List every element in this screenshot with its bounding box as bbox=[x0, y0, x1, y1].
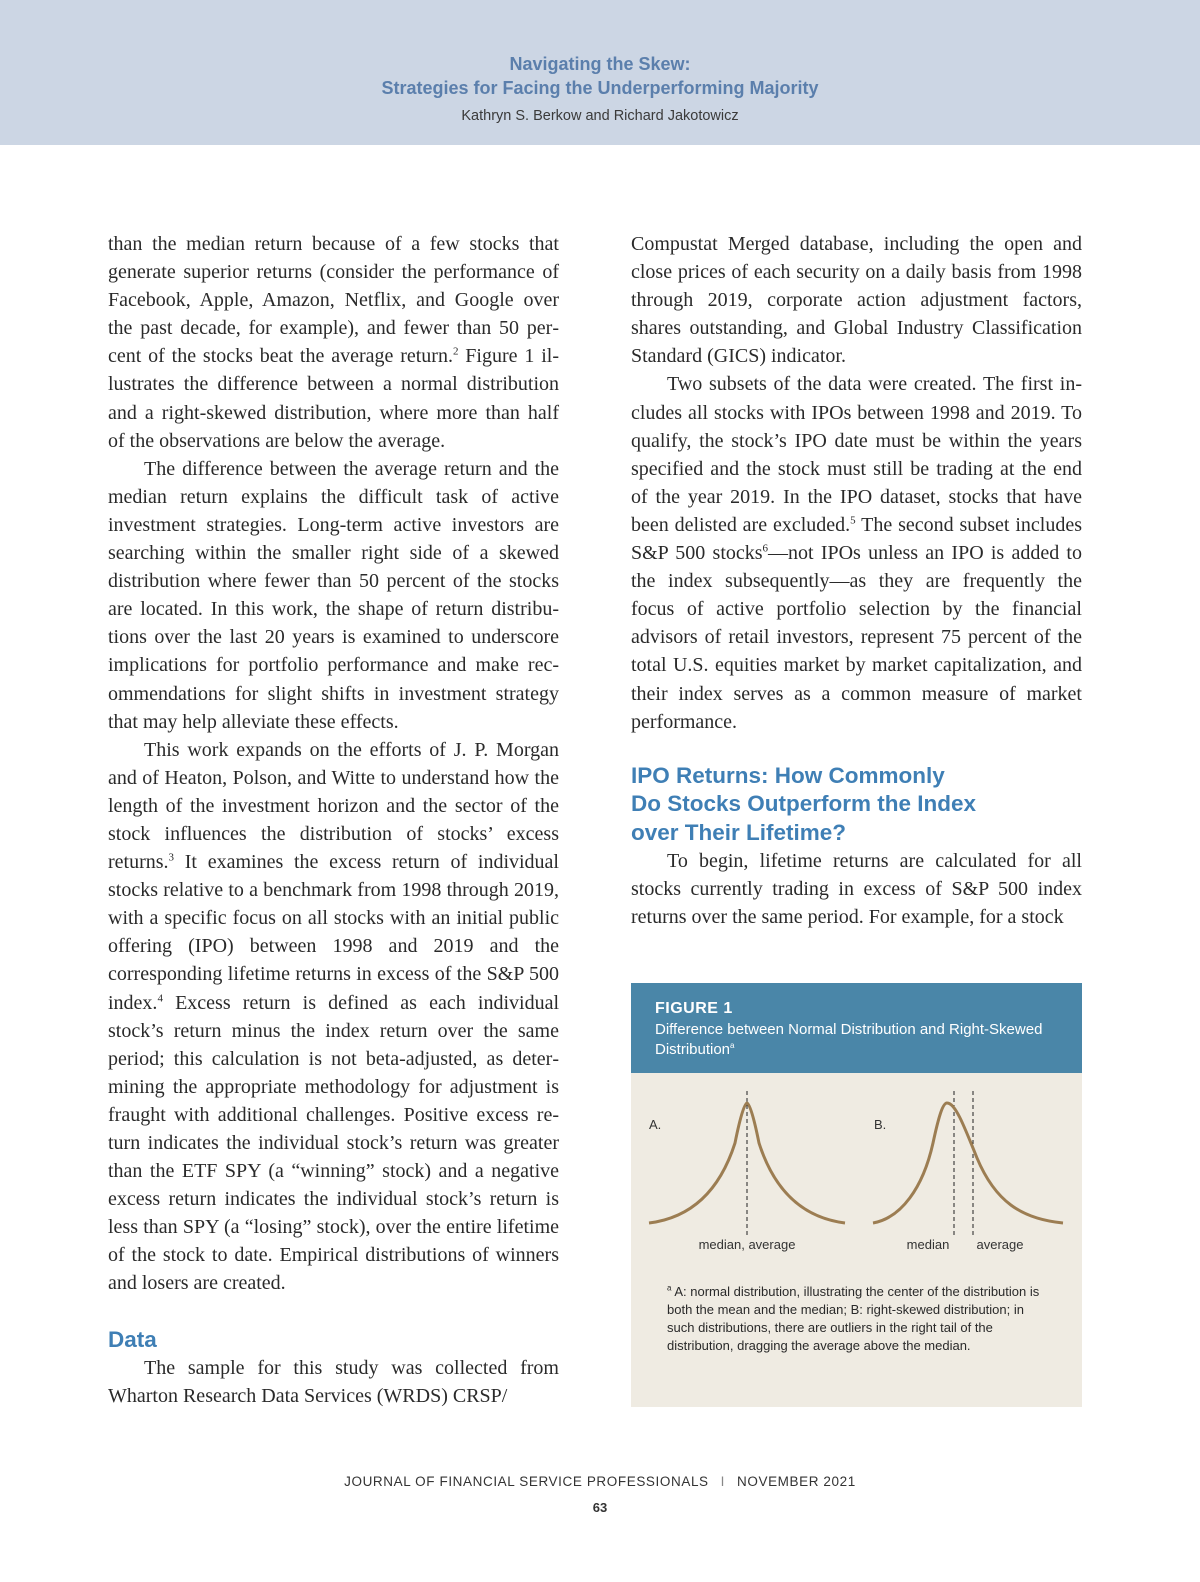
figure-1 bbox=[631, 983, 1082, 1407]
left-paragraph-2: The difference between the average return and the median return explains the difficult task of active investment strategies. Long-term active investors are searching within the smaller right side of a skewed distribution where fewer than 50 percent of the stocks are located. In this work, the shape of return distributions over the last 20 years is examined to underscore implications for portfolio performance and make recommendations for slight shifts in investment strategy that may help alleviate these effects. bbox=[108, 457, 559, 733]
left-column bbox=[108, 230, 559, 1410]
figure-label: FIGURE 1 bbox=[655, 1000, 733, 1017]
footer-separator: I bbox=[720, 1474, 726, 1489]
section-heading-ipo-returns: IPO Returns: How Commonly Do Stocks Outperform the Index over Their Lifetime? bbox=[631, 762, 977, 845]
footer-journal: JOURNAL OF FINANCIAL SERVICE PROFESSIONALS bbox=[344, 1474, 709, 1489]
footnote-ref-4[interactable]: 4 bbox=[157, 991, 163, 1004]
panel-a-label: A. bbox=[649, 1117, 662, 1132]
figure-caption-note-mark: a bbox=[730, 1041, 735, 1050]
footnote-ref-6[interactable]: 6 bbox=[762, 542, 769, 555]
figure-note: $^a$ A: normal distribution, illustrating the center of the distribution is both the mean and the median; B: right-skewed distribution; in such distributions, there are outliers in the right tail of the distribution, dragging the average above the median. bbox=[667, 1283, 1040, 1353]
figure-1-header bbox=[631, 983, 1082, 1073]
section-heading-data: Data bbox=[108, 1326, 157, 1352]
page-number: 63 bbox=[592, 1500, 608, 1515]
left-paragraph-4: The sample for this study was collected from Wharton Research Data Services (WRDS) CRSP/ bbox=[108, 1357, 559, 1408]
left-paragraph-1: than the median return because of a few stocks that generate superior returns (consider the performance of Facebook, Apple, Amazon, Netflix, and Google over the past decade, for example), and fewer than 50 percent of the stocks beat the average return.$^2$ Figure 1 illustrates the difference between a normal distribution and a right-skewed distribution, where more than half of the observations are below the average. bbox=[108, 233, 559, 452]
right-paragraph-3: To begin, lifetime returns are calculated for all stocks currently trading in excess of S&P 500 index returns over the same period. For example, for a stock bbox=[631, 850, 1082, 929]
article-title-line-2: Strategies for Facing the Underperforming Majority bbox=[381, 78, 819, 98]
right-paragraph-1: Compustat Merged database, including the open and close prices of each security on a daily basis from 1998 through 2019, corporate action adjustment factors, shares outstanding, and Global Industry Classification Standard (GICS) indicator. bbox=[631, 233, 1082, 368]
panel-b-label: B. bbox=[874, 1117, 887, 1132]
right-skewed-distribution-curve bbox=[873, 1103, 1063, 1223]
panel-b-median-label: median bbox=[906, 1237, 950, 1252]
footnote-ref-2[interactable]: 2 bbox=[452, 345, 459, 358]
panel-b-average-label: average bbox=[976, 1237, 1024, 1252]
distribution-diagram bbox=[631, 1073, 1082, 1273]
figure-caption: Difference between Normal Distribution and Right-Skewed Distribution$^a$ bbox=[655, 1021, 1043, 1058]
footnote-ref-5[interactable]: 5 bbox=[850, 514, 856, 527]
article-title-line-1: Navigating the Skew: bbox=[509, 54, 691, 74]
left-paragraph-3: This work expands on the efforts of J. P. Morgan and of Heaton, Polson, and Witte to understand how the length of the investment horizon and the sector of the stock influences the distribution of stocks’ excess returns.$^3$ It examines the excess return of individual stocks relative to a benchmark from 1998 through 2019, with a specific focus on all stocks with an initial public offering (IPO) between 1998 and 2019 and the corresponding lifetime returns in excess of the S&P 500 index.$^4$ Excess return is defined as each individual stock’s return minus the index return over the same period; this calculation is not beta-adjusted, as determining the appropriate methodology for adjustment is fraught with additional challenges. Positive excess return indicates the individual stock’s return was greater than the ETF SPY (a “winning” stock) and a negative excess return indicates the individual stock’s return is less than SPY (a “losing” stock), over the entire lifetime of the stock to date. Empirical distributions of winners and losers are created. bbox=[108, 738, 559, 1295]
right-column bbox=[631, 230, 1082, 931]
article-authors: Kathryn S. Berkow and Richard Jakotowicz bbox=[461, 108, 739, 124]
panel-a-axis-label: median, average bbox=[698, 1237, 796, 1252]
footer-journal-line bbox=[0, 1474, 1200, 1489]
footnote-ref-3[interactable]: 3 bbox=[168, 851, 175, 864]
footer-date: NOVEMBER 2021 bbox=[737, 1474, 856, 1489]
figure-note-mark: a bbox=[667, 1283, 672, 1293]
right-paragraph-2: Two subsets of the data were created. The first includes all stocks with IPOs between 1998 and 2019. To qualify, the stock’s IPO date must be within the years specified and the stock must still be trading at the end of the year 2019. In the IPO dataset, stocks that have been delisted are excluded.$^5$ The second subset includes S&P 500 stocks$^6$—not IPOs unless an IPO is added to the index subsequently—as they are frequently the focus of active portfolio selection by the financial advisors of retail investors, represent 75 percent of the total U.S. equities market by market capitalization, and their index serves as a common measure of market performance. bbox=[631, 373, 1082, 733]
header-band bbox=[0, 0, 1200, 145]
